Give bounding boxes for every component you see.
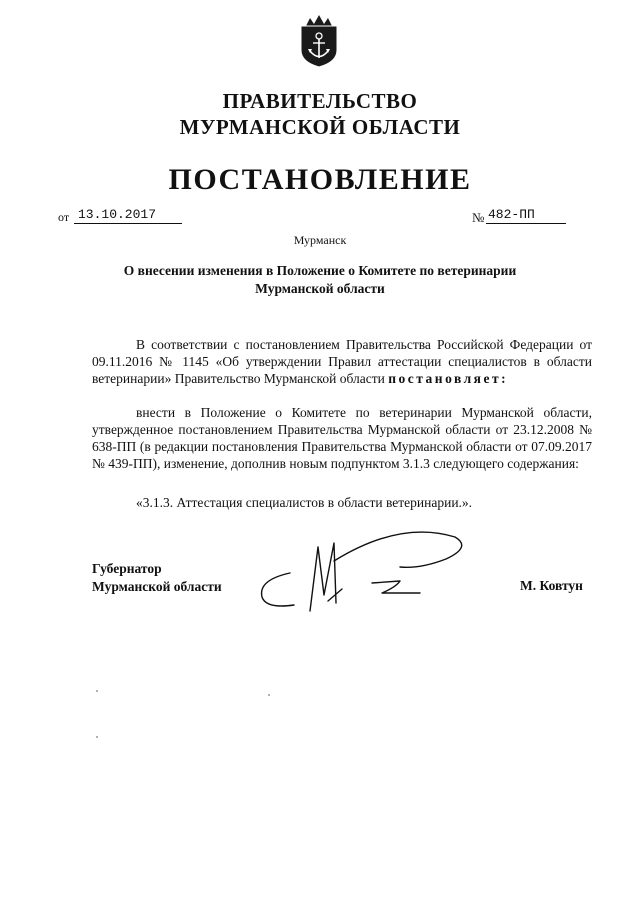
preamble-text: В соответствии с постановлением Правительства Российской Федерации от 09.11.2016 № 1145 «Об утверждении Правил аттестации специалистов в области ветеринарии» Правительство Мурманской области	[92, 337, 592, 386]
document-number: 482-ПП	[486, 206, 566, 224]
document-date: 13.10.2017	[74, 206, 182, 224]
body-paragraph-preamble	[92, 336, 592, 387]
handwritten-signature	[250, 525, 470, 625]
subject-line1: О внесении изменения в Положение о Комитете по ветеринарии	[123, 263, 517, 278]
document-type-title: ПОСТАНОВЛЕНИЕ	[168, 163, 472, 196]
signatory-name: М. Ковтун	[520, 578, 583, 593]
date-prefix: от	[58, 210, 70, 224]
body-paragraph-new-subclause: «3.1.3. Аттестация специалистов в области ветеринарии.».	[136, 495, 473, 510]
scan-speck	[96, 736, 98, 738]
coat-of-arms-emblem	[298, 14, 340, 68]
scan-speck	[96, 690, 98, 692]
number-prefix: №	[472, 210, 485, 225]
decree-word: постановляет:	[388, 371, 509, 386]
document-subject	[90, 262, 550, 298]
subject-line2: Мурманской области	[255, 281, 385, 296]
scan-speck	[268, 694, 270, 696]
body-paragraph-decision: внести в Положение о Комитете по ветеринарии Мурманской области, утвержденное постановлением Правительства Мурманской области от 23.12.2008 № 638-ПП (в редакции постановления Правительства Мурманской области от 07.09.2017 № 439-ПП), изменение, дополнив новым подпунктом 3.1.3 следующего содержания:	[92, 405, 592, 471]
organization-name-line1: ПРАВИТЕЛЬСТВО	[222, 89, 418, 113]
signatory-title	[92, 560, 222, 596]
city-name: Мурманск	[293, 233, 347, 247]
signatory-title-line2: Мурманской области	[92, 579, 222, 594]
organization-name-line2: МУРМАНСКОЙ ОБЛАСТИ	[179, 115, 461, 139]
signatory-title-line1: Губернатор	[92, 561, 162, 576]
